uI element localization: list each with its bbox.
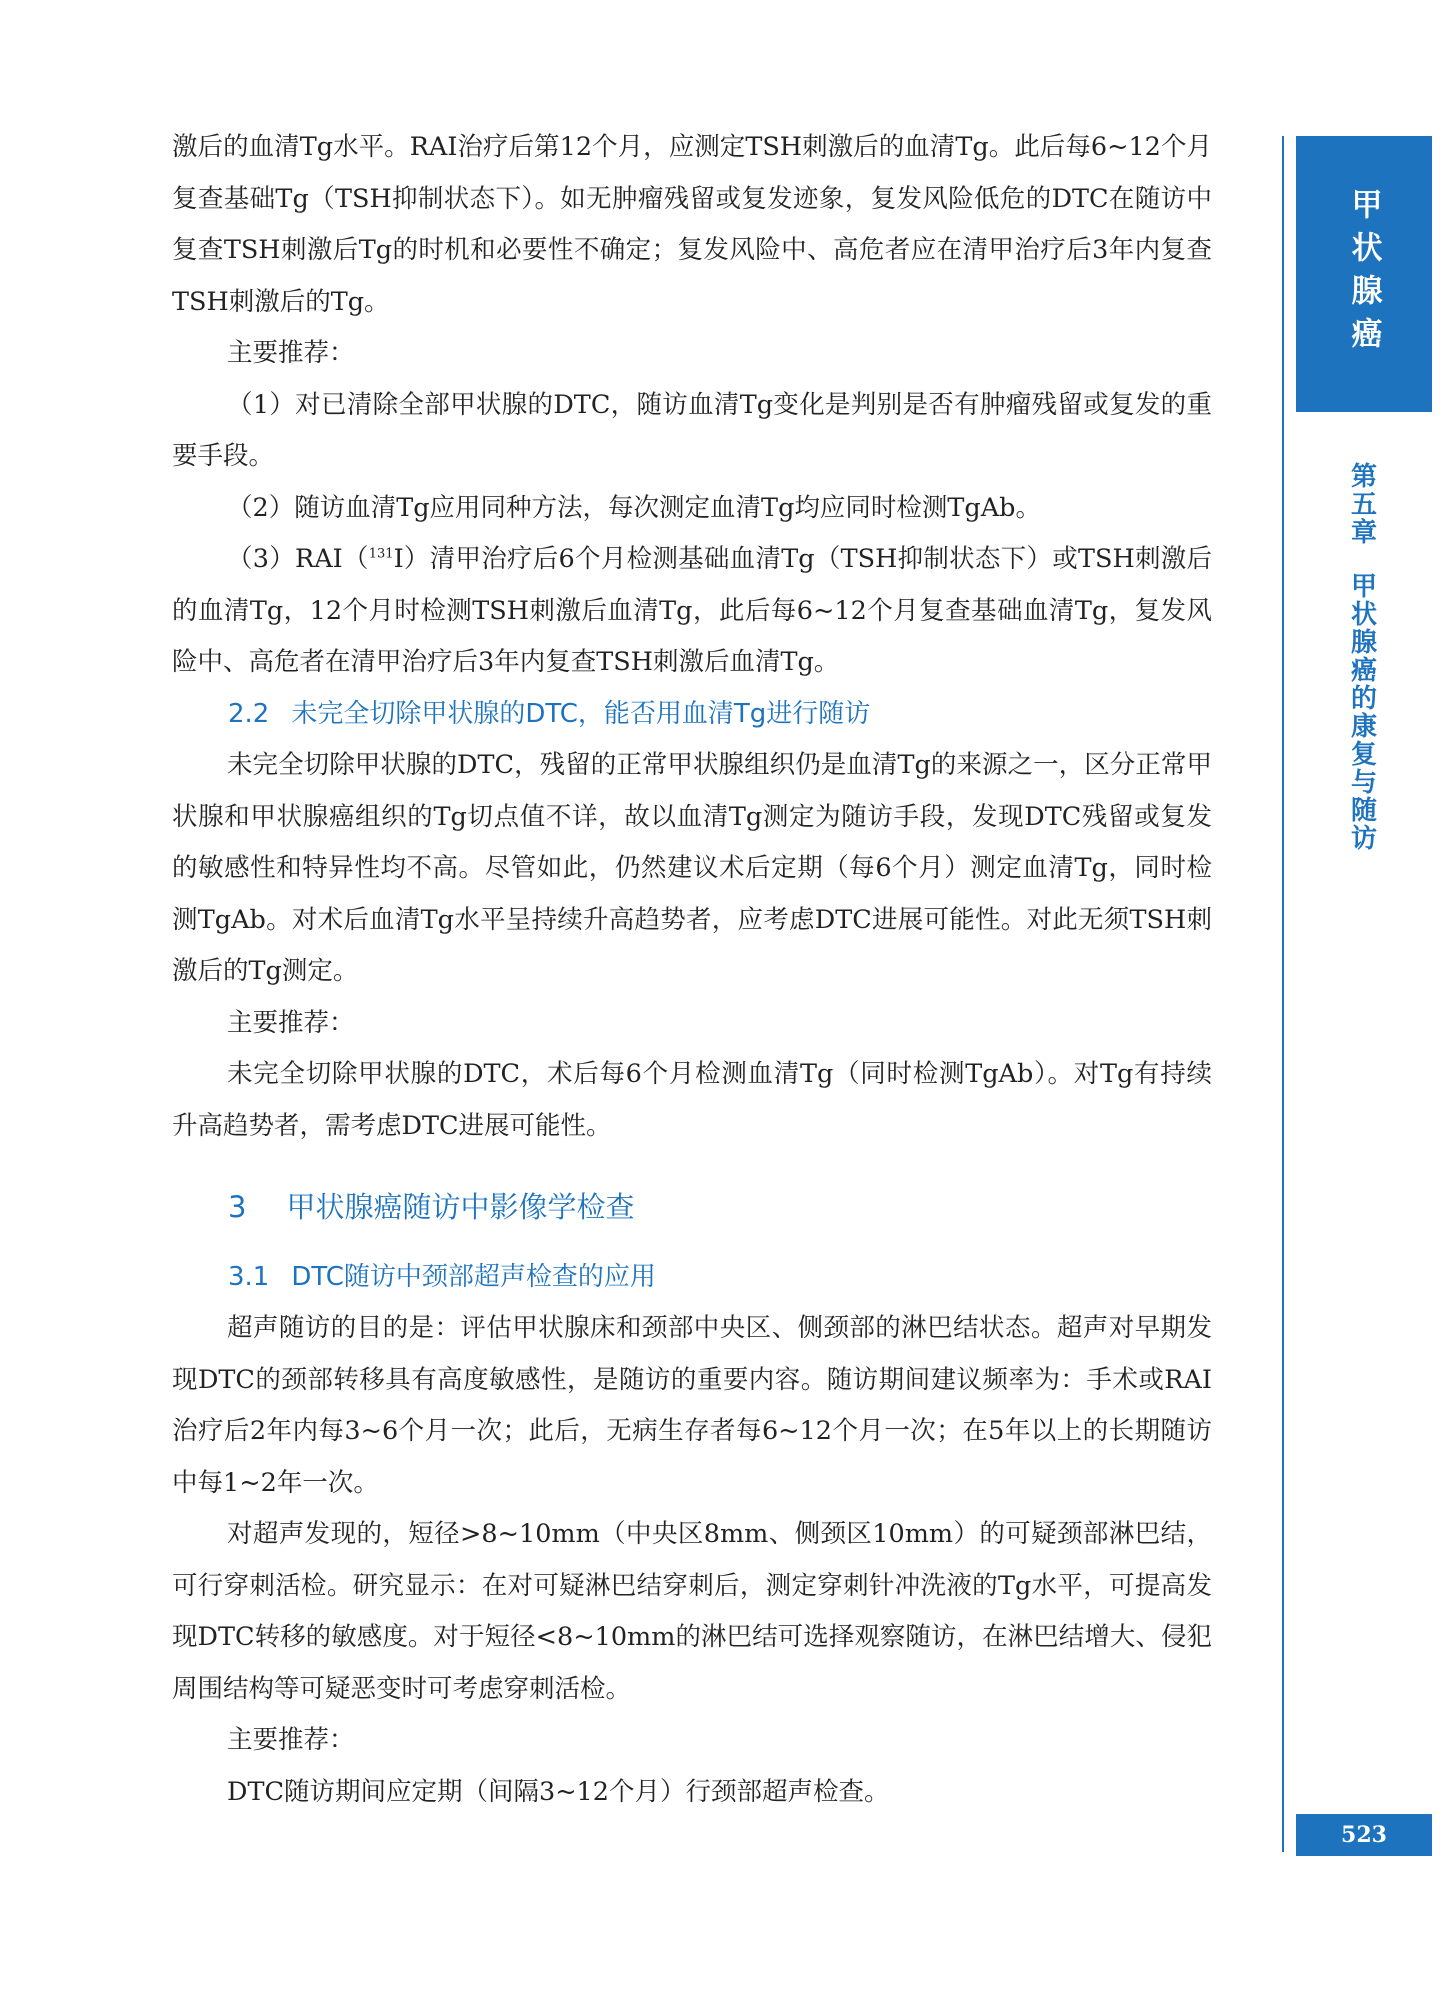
section-heading-3-1 (172, 1252, 1212, 1304)
paragraph: 未完全切除甲状腺的DTC，残留的正常甲状腺组织仍是血清Tg的来源之一，区分正常甲状腺和甲状腺癌组织的Tg切点值不详，故以血清Tg测定为随访手段，发现DTC残留或复发的敏感性和特异性均不高。尽管如此，仍然建议术后定期（每6个月）测定血清Tg，同时检测TgAb。对术后血清Tg水平呈持续升高趋势者，应考虑DTC进展可能性。对此无须TSH刺激后的Tg测定。 (172, 750, 1212, 986)
recommendation-label: 主要推荐： (227, 1007, 355, 1038)
paragraph: 激后的血清Tg水平。RAI治疗后第12个月，应测定TSH刺激后的血清Tg。此后每6~12个月复查基础Tg（TSH抑制状态下）。如无肿瘤残留或复发迹象，复发风险低危的DTC在随访中复查TSH刺激后Tg的时机和必要性不确定；复发风险中、高危者应在清甲治疗后3年内复查TSH刺激后的Tg。 (172, 132, 1212, 317)
page-number: 523 (1296, 1814, 1432, 1856)
recommendation-item (172, 534, 1212, 689)
main-text (172, 122, 1212, 1818)
recommendation-label: 主要推荐： (227, 338, 355, 368)
section-title: DTC随访中颈部超声检查的应用 (291, 1261, 656, 1292)
section-tab-label: 甲状腺癌 (1345, 188, 1382, 360)
section-number: 3 (228, 1190, 247, 1224)
recommendation-text: （3）RAI（ (227, 544, 369, 574)
section-title: 甲状腺癌随访中影像学检查 (286, 1190, 635, 1224)
chapter-marker (1334, 462, 1390, 852)
recommendation-text: I）清甲治疗后6个月检测基础血清Tg（TSH抑制状态下）或TSH刺激后的血清Tg，12个月时检测TSH刺激后血清Tg，此后每6~12个月复查基础血清Tg，复发风险中、高危者在清甲治疗后3年内复查TSH刺激后血清Tg。 (172, 544, 1212, 677)
paragraph: 对超声发现的，短径>8~10mm（中央区8mm、侧颈区10mm）的可疑颈部淋巴结，可行穿刺活检。研究显示：在对可疑淋巴结穿刺后，测定穿刺针冲洗液的Tg水平，可提高发现DTC转移的敏感度。对于短径<8~10mm的淋巴结可选择观察随访，在淋巴结增大、侵犯周围结构等可疑恶变时可考虑穿刺活检。 (172, 1519, 1212, 1704)
recommendation-item: （2）随访血清Tg应用同种方法，每次测定血清Tg均应同时检测TgAb。 (227, 492, 1041, 523)
recommendation-item: DTC随访期间应定期（间隔3~12个月）行颈部超声检查。 (227, 1776, 890, 1807)
isotope-superscript: 131 (368, 546, 394, 562)
section-number: 3.1 (228, 1261, 270, 1292)
section-number: 2.2 (228, 698, 270, 729)
margin-rule (1282, 136, 1284, 1852)
recommendation-item: 未完全切除甲状腺的DTC，术后每6个月检测血清Tg（同时检测TgAb）。对Tg有持续升高趋势者，需考虑DTC进展可能性。 (172, 1059, 1212, 1141)
chapter-number: 第五章 (1346, 462, 1377, 546)
section-title: 未完全切除甲状腺的DTC，能否用血清Tg进行随访 (291, 698, 871, 729)
section-heading-3 (172, 1182, 1212, 1234)
section-heading-2-2 (172, 689, 1212, 741)
section-tab (1296, 136, 1432, 412)
recommendation-label: 主要推荐： (227, 1725, 355, 1755)
recommendation-item: （1）对已清除全部甲状腺的DTC，随访血清Tg变化是判别是否有肿瘤残留或复发的重要手段。 (172, 389, 1212, 471)
paragraph: 超声随访的目的是：评估甲状腺床和颈部中央区、侧颈部的淋巴结状态。超声对早期发现DTC的颈部转移具有高度敏感性，是随访的重要内容。随访期间建议频率为：手术或RAI治疗后2年内每3~6个月一次；此后，无病生存者每6~12个月一次；在5年以上的长期随访中每1~2年一次。 (172, 1313, 1212, 1498)
chapter-title: 甲状腺癌的康复与随访 (1346, 572, 1377, 852)
